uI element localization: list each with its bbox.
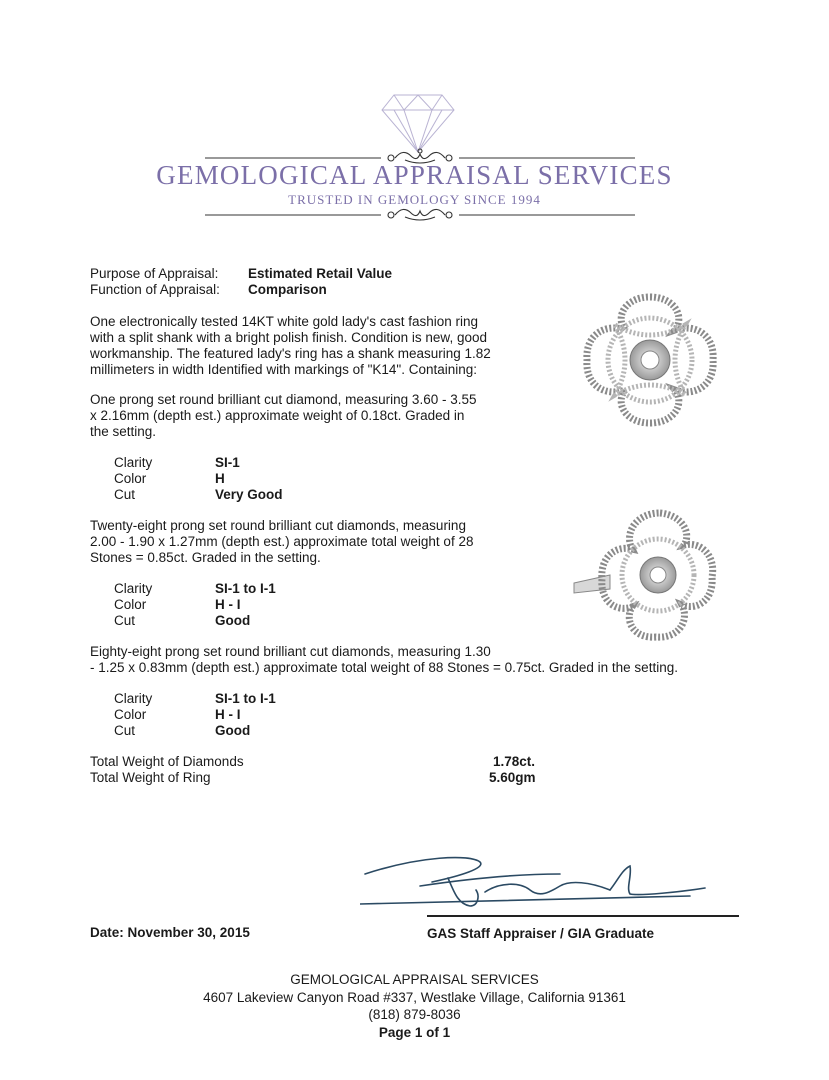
page-number: Page 1 of 1 bbox=[378, 1025, 451, 1040]
spec-value: Good bbox=[215, 723, 251, 738]
stone-line: x 2.16mm (depth est.) approximate weight of 0.18ct. Graded in bbox=[90, 408, 465, 423]
stone-line: the setting. bbox=[90, 424, 157, 439]
stone-line: Eighty-eight prong set round brilliant cut diamonds, measuring 1.30 bbox=[90, 644, 491, 659]
spec-value: Very Good bbox=[215, 487, 283, 502]
diamond-logo-icon bbox=[380, 92, 456, 154]
stone-line: One prong set round brilliant cut diamond, measuring 3.60 - 3.55 bbox=[90, 392, 477, 407]
spec-label: Color bbox=[114, 707, 147, 722]
signature-line bbox=[427, 915, 739, 917]
stone-line: 2.00 - 1.90 x 1.27mm (depth est.) approximate total weight of 28 bbox=[90, 534, 474, 549]
footer-address: 4607 Lakeview Canyon Road #337, Westlake Village, California 91361 bbox=[203, 990, 626, 1005]
appraiser-title: GAS Staff Appraiser / GIA Graduate bbox=[427, 926, 655, 941]
stone-line: Stones = 0.85ct. Graded in the setting. bbox=[90, 550, 321, 565]
spec-label: Cut bbox=[114, 613, 136, 628]
stone-line: Twenty-eight prong set round brilliant cut diamonds, measuring bbox=[90, 518, 466, 533]
spec-label: Clarity bbox=[114, 455, 153, 470]
total-ring-label: Total Weight of Ring bbox=[90, 770, 211, 785]
footer-phone: (818) 879-8036 bbox=[368, 1007, 461, 1022]
spec-label: Cut bbox=[114, 487, 136, 502]
bottom-ornament-divider bbox=[205, 205, 635, 225]
spec-value: Good bbox=[215, 613, 251, 628]
spec-label: Color bbox=[114, 471, 147, 486]
description-line: millimeters in width Identified with markings of "K14". Containing: bbox=[90, 362, 478, 377]
spec-value: H - I bbox=[215, 707, 241, 722]
stone-line: - 1.25 x 0.83mm (depth est.) approximate total weight of 88 Stones = 0.75ct. Graded in the setting. bbox=[90, 660, 678, 675]
purpose-label: Purpose of Appraisal: bbox=[90, 266, 219, 281]
letterhead bbox=[0, 0, 829, 235]
function-value: Comparison bbox=[248, 282, 327, 297]
ring-description bbox=[90, 314, 491, 378]
spec-label: Clarity bbox=[114, 581, 153, 596]
total-ring-value: 5.60gm bbox=[489, 770, 536, 785]
spec-value: H bbox=[215, 471, 225, 486]
spec-value: SI-1 to I-1 bbox=[215, 691, 276, 706]
purpose-value: Estimated Retail Value bbox=[248, 266, 393, 281]
spec-label: Clarity bbox=[114, 691, 153, 706]
appraisal-date: Date: November 30, 2015 bbox=[90, 925, 250, 940]
spec-value: H - I bbox=[215, 597, 241, 612]
spec-label: Cut bbox=[114, 723, 136, 738]
function-label: Function of Appraisal: bbox=[90, 282, 220, 297]
description-line: One electronically tested 14KT white gold lady's cast fashion ring bbox=[90, 314, 479, 329]
brand-name: GEMOLOGICAL APPRAISAL SERVICES bbox=[156, 160, 673, 190]
total-diamonds-label: Total Weight of Diamonds bbox=[90, 754, 244, 769]
spec-value: SI-1 to I-1 bbox=[215, 581, 276, 596]
description-line: workmanship. The featured lady's ring has a shank measuring 1.82 bbox=[90, 346, 491, 361]
brand-tagline: TRUSTED IN GEMOLOGY SINCE 1994 bbox=[288, 192, 541, 207]
appraiser-signature bbox=[360, 852, 710, 922]
ring-top-view-image bbox=[575, 285, 725, 435]
ring-side-view-image bbox=[570, 505, 720, 645]
stone-group-1-description bbox=[90, 392, 476, 440]
spec-label: Color bbox=[114, 597, 147, 612]
footer-company: GEMOLOGICAL APPRAISAL SERVICES bbox=[290, 972, 539, 987]
description-line: with a split shank with a bright polish finish. Condition is new, good bbox=[90, 330, 487, 345]
stone-group-3-description bbox=[90, 644, 678, 676]
spec-value: SI-1 bbox=[215, 455, 240, 470]
total-diamonds-value: 1.78ct. bbox=[493, 754, 536, 769]
stone-group-2-description bbox=[90, 518, 473, 566]
